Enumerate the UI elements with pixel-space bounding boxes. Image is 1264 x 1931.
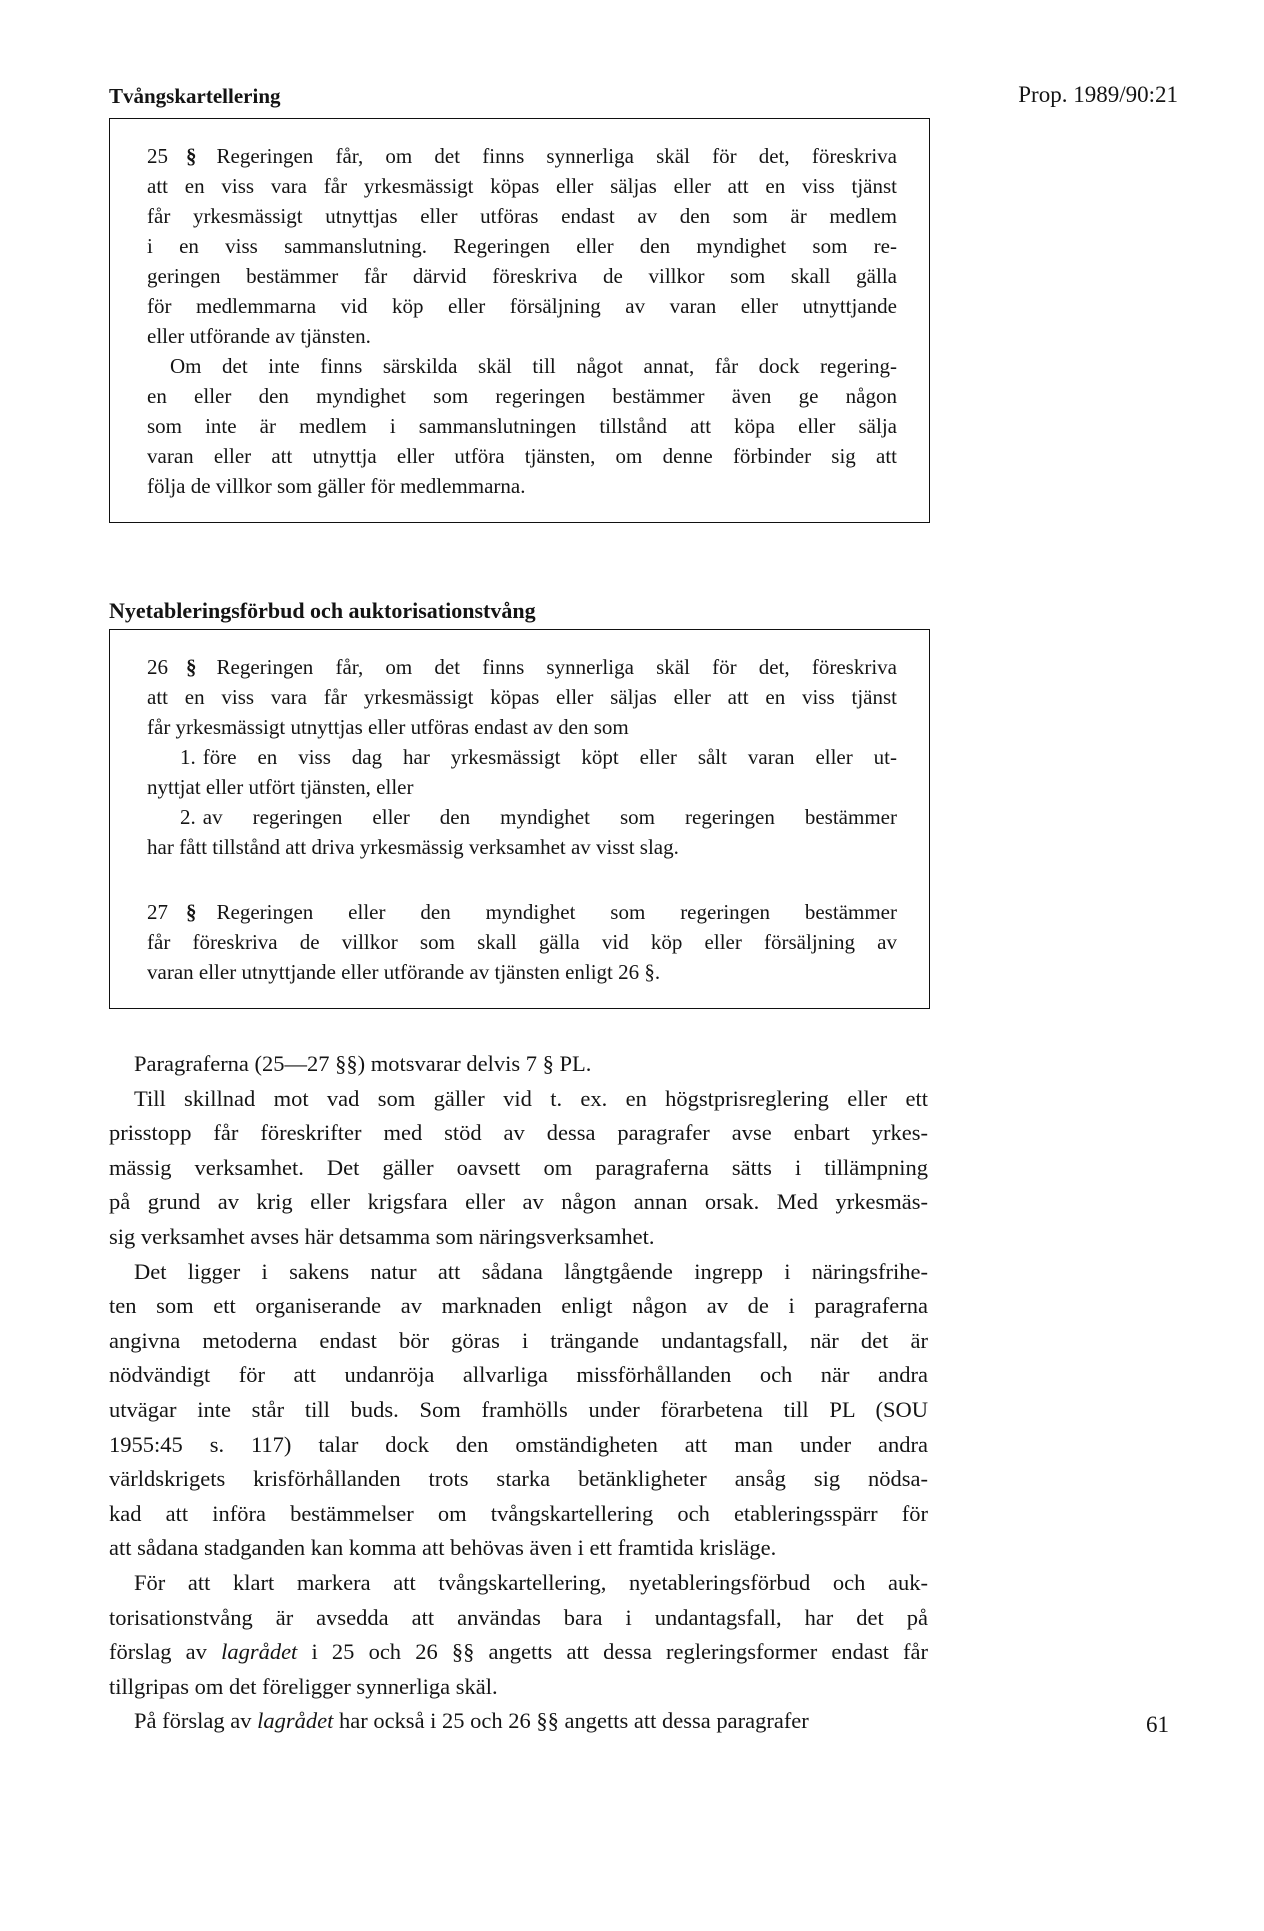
text-run: Regeringen eller den myndighet som regeringen bestämmer (216, 900, 897, 924)
section-number: 25 (147, 144, 168, 168)
text-line-content (147, 930, 897, 954)
statute-text-box (109, 629, 930, 1009)
text-line-content (109, 1224, 654, 1249)
text-line-content (134, 1259, 928, 1284)
text-run: att en viss vara får yrkesmässigt köpas eller säljas eller att en viss tjänst (147, 685, 897, 709)
text-run: världskrigets krisförhållanden trots starka betänkligheter ansåg sig nödsa- (109, 1466, 928, 1492)
text-line (147, 321, 898, 351)
text-line (147, 471, 898, 501)
text-run: angivna metoderna endast bör göras i trängande undantagsfall, när det är (109, 1327, 928, 1353)
text-run: får föreskriva de villkor som skall gälla vid köp eller försäljning av (147, 930, 897, 954)
list-item-number: 1. (180, 745, 196, 769)
text-line (147, 652, 898, 682)
text-line (109, 1704, 929, 1739)
text-line-content (147, 174, 897, 198)
text-line-content (147, 384, 897, 408)
text-line (109, 1566, 929, 1601)
text-line (147, 832, 898, 862)
text-line-content (109, 1362, 928, 1387)
text-run: tillgripas om det föreligger synnerliga skäl. (109, 1673, 498, 1699)
text-line-content (147, 294, 897, 318)
text-line-content (147, 204, 897, 228)
text-line-content (134, 1708, 809, 1733)
section-heading: Nyetableringsförbud och auktorisationstvång (109, 598, 536, 623)
paragraph (147, 652, 898, 742)
text-line-content (147, 960, 660, 984)
text-run: geringen bestämmer får därvid föreskriva de villkor som skall gälla (147, 264, 897, 288)
text-line (109, 1428, 929, 1463)
text-line-content (147, 144, 897, 168)
text-line (147, 772, 898, 802)
text-line-content (109, 1397, 928, 1422)
text-line (147, 381, 898, 411)
text-run: Regeringen får, om det finns synnerliga skäl för det, föreskriva (216, 144, 897, 168)
text-line (109, 1670, 929, 1705)
paragraph (147, 802, 898, 862)
text-line (147, 411, 898, 441)
text-run: har fått tillstånd att driva yrkesmässig verksamhet av visst slag. (147, 835, 679, 859)
text-run: På förslag av (134, 1708, 258, 1734)
text-line (109, 1393, 929, 1428)
text-line (147, 712, 898, 742)
section-sign: § (186, 900, 197, 924)
text-line-content (147, 264, 897, 288)
emphasized-text: lagrådet (257, 1708, 334, 1734)
text-run: kad att införa bestämmelser om tvångskartellering och etableringsspärr för (109, 1500, 928, 1526)
text-line-content (134, 1570, 928, 1595)
paragraph (109, 1047, 929, 1082)
paragraph (147, 141, 898, 351)
text-line (109, 1116, 929, 1151)
text-line-content (147, 685, 897, 709)
paragraph (109, 1566, 929, 1704)
text-line (109, 1531, 929, 1566)
text-line-content (109, 1639, 928, 1664)
text-line-content (147, 234, 897, 258)
text-line (147, 231, 898, 261)
text-line-content (109, 1189, 928, 1214)
emphasized-text: lagrådet (221, 1639, 298, 1665)
text-line-content (134, 1086, 928, 1111)
text-run: varan eller att utnyttja eller utföra tjänsten, om denne förbinder sig att (147, 444, 897, 468)
statute-text-box (109, 118, 930, 523)
text-line (147, 201, 898, 231)
text-line-content (147, 324, 371, 348)
text-line (147, 441, 898, 471)
text-line-content (109, 1466, 928, 1491)
statute-section (147, 141, 898, 501)
text-line (109, 1324, 929, 1359)
text-run: sig verksamhet avses här detsamma som näringsverksamhet. (109, 1223, 655, 1249)
text-line-content (109, 1535, 776, 1560)
statute-section (147, 897, 898, 987)
section-number: 26 (147, 655, 168, 679)
text-run: Regeringen får, om det finns synnerliga skäl för det, föreskriva (216, 655, 897, 679)
text-run: en eller den myndighet som regeringen bestämmer även ge någon (147, 384, 897, 408)
text-line-content (147, 474, 525, 498)
page-number: 61 (1146, 1712, 1169, 1737)
text-run: får yrkesmässigt utnyttjas eller utföras endast av den som (147, 715, 629, 739)
text-run: har också i 25 och 26 §§ angetts att dessa paragrafer (333, 1708, 809, 1734)
text-run: Paragraferna (25—27 §§) motsvarar delvis 7 § PL. (134, 1051, 592, 1076)
paragraph (109, 1082, 929, 1255)
text-line-content (147, 835, 679, 859)
text-line (109, 1601, 929, 1636)
text-line (109, 1255, 929, 1290)
text-line (147, 141, 898, 171)
text-run: i en viss sammanslutning. Regeringen eller den myndighet som re- (147, 234, 897, 258)
text-line (109, 1635, 929, 1670)
text-run: prisstopp får föreskrifter med stöd av dessa paragrafer avse enbart yrkes- (109, 1120, 928, 1146)
text-line (147, 897, 898, 927)
text-run: i 25 och 26 §§ angetts att dessa regleringsformer endast får (297, 1639, 928, 1665)
text-run: på grund av krig eller krigsfara eller av någon annan orsak. Med yrkesmäs- (109, 1189, 928, 1215)
text-run: mässig verksamhet. Det gäller oavsett om paragraferna sätts i tillämpning (109, 1154, 928, 1180)
text-run: Om det inte finns särskilda skäl till något annat, får dock regering- (170, 354, 897, 378)
list-item-number: 2. (180, 805, 196, 829)
text-line (147, 351, 898, 381)
section-number: 27 (147, 900, 168, 924)
text-line-content (109, 1501, 928, 1526)
text-line (147, 742, 898, 772)
paragraph (109, 1704, 929, 1739)
text-run: att sådana stadganden kan komma att behövas även i ett framtida krisläge. (109, 1535, 777, 1561)
text-line-content (147, 444, 897, 468)
text-run: För att klart markera att tvångskartellering, nyetableringsförbud och auk- (134, 1569, 928, 1595)
text-run: före en viss dag har yrkesmässigt köpt eller sålt varan eller ut- (202, 745, 897, 769)
text-line (109, 1497, 929, 1532)
text-line-content (109, 1328, 928, 1353)
text-line (109, 1047, 929, 1082)
text-line-content (147, 775, 414, 799)
text-line-content (134, 1051, 591, 1076)
text-line (147, 291, 898, 321)
section-sign: § (186, 655, 197, 679)
text-line (109, 1358, 929, 1393)
text-line (147, 171, 898, 201)
text-line (109, 1185, 929, 1220)
text-run: får yrkesmässigt utnyttjas eller utföras endast av den som är medlem (147, 204, 897, 228)
text-run: följa de villkor som gäller för medlemmarna. (147, 474, 526, 498)
text-line-content (147, 655, 897, 679)
text-line-content (109, 1293, 928, 1318)
text-run: av regeringen eller den myndighet som regeringen bestämmer (202, 805, 897, 829)
text-line (109, 1151, 929, 1186)
text-run: Det ligger i sakens natur att sådana långtgående ingrepp i näringsfrihe- (134, 1258, 928, 1284)
text-line-content (109, 1605, 928, 1630)
text-run: nödvändigt för att undanröja allvarliga missförhållanden och när andra (109, 1362, 928, 1388)
text-line (147, 927, 898, 957)
text-line-content (180, 805, 897, 829)
text-line-content (147, 715, 629, 739)
text-line (109, 1462, 929, 1497)
text-run: Till skillnad mot vad som gäller vid t. ex. en högstprisreglering eller ett (134, 1085, 928, 1111)
text-run: som inte är medlem i sammanslutningen tillstånd att köpa eller sälja (147, 414, 897, 438)
text-run: för medlemmarna vid köp eller försäljning av varan eller utnyttjande (147, 294, 897, 318)
paragraph (147, 351, 898, 501)
text-line-content (109, 1120, 928, 1145)
text-run: varan eller utnyttjande eller utförande av tjänsten enligt 26 §. (147, 960, 661, 984)
paragraph (147, 742, 898, 802)
text-line (147, 682, 898, 712)
text-line-content (170, 354, 897, 378)
statute-section (147, 652, 898, 862)
text-run: eller utförande av tjänsten. (147, 324, 371, 348)
text-line (147, 802, 898, 832)
text-line-content (109, 1432, 928, 1457)
text-line-content (147, 414, 897, 438)
running-title: Tvångskartellering (109, 84, 281, 108)
text-line (109, 1289, 929, 1324)
text-line (109, 1220, 929, 1255)
paragraph (147, 897, 898, 987)
text-run: att en viss vara får yrkesmässigt köpas eller säljas eller att en viss tjänst (147, 174, 897, 198)
text-run: utvägar inte står till buds. Som framhölls under förarbetena till PL (SOU (109, 1396, 928, 1422)
text-line-content (109, 1155, 928, 1180)
section-sign: § (186, 144, 197, 168)
text-line-content (180, 745, 897, 769)
text-line (147, 261, 898, 291)
text-run: 1955:45 s. 117) talar dock den omständigheten att man under andra (109, 1431, 928, 1457)
commentary-text (109, 1047, 929, 1739)
document-reference: Prop. 1989/90:21 (1018, 82, 1178, 107)
paragraph (109, 1255, 929, 1566)
text-line (147, 957, 898, 987)
text-run: ten som ett organiserande av marknaden enligt någon av de i paragraferna (109, 1293, 928, 1319)
text-line (109, 1082, 929, 1117)
text-run: torisationstvång är avsedda att användas bara i undantagsfall, har det på (109, 1604, 928, 1630)
text-run: förslag av (109, 1639, 222, 1665)
text-line-content (147, 900, 897, 924)
text-line-content (109, 1674, 498, 1699)
text-run: nyttjat eller utfört tjänsten, eller (147, 775, 414, 799)
